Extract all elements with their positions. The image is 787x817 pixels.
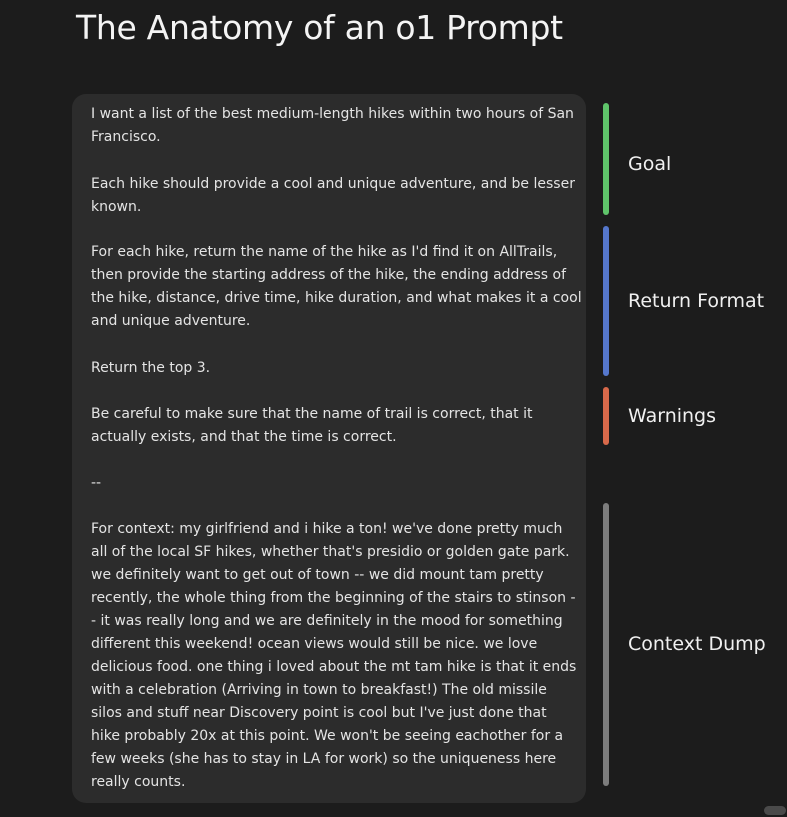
prompt-line: Francisco. <box>91 129 161 145</box>
warnings-paragraph <box>91 403 576 449</box>
prompt-line: really counts. <box>91 774 186 790</box>
context-dump-bar <box>603 503 609 786</box>
warnings-bar <box>603 387 609 445</box>
prompt-line: Each hike should provide a cool and unique adventure, and be lesser <box>91 176 575 192</box>
prompt-line: delicious food. one thing i loved about the mt tam hike is that it ends <box>91 659 577 675</box>
goal-label: Goal <box>628 153 672 175</box>
prompt-line: For each hike, return the name of the hike as I'd find it on AllTrails, <box>91 244 558 260</box>
prompt-line: For context: my girlfriend and i hike a ton! we've done pretty much <box>91 521 563 537</box>
separator-text <box>91 472 576 495</box>
prompt-line: Be careful to make sure that the name of trail is correct, that it <box>91 406 533 422</box>
prompt-line: recently, the whole thing from the beginning of the stairs to stinson - <box>91 590 576 606</box>
prompt-line: actually exists, and that the time is correct. <box>91 429 397 445</box>
prompt-line: I want a list of the best medium-length hikes within two hours of San <box>91 106 574 122</box>
prompt-line: with a celebration (Arriving in town to breakfast!) The old missile <box>91 682 547 698</box>
format-paragraph <box>91 241 582 333</box>
prompt-line: known. <box>91 199 142 215</box>
prompt-line: hike probably 20x at this point. We won't be seeing eachother for a <box>91 728 564 744</box>
corner-badge <box>764 806 786 815</box>
prompt-line: - it was really long and we are definitely in the mood for something <box>91 613 563 629</box>
return-format-label: Return Format <box>628 290 765 312</box>
prompt-line: we definitely want to get out of town -- we did mount tam pretty <box>91 567 544 583</box>
return-format-bar <box>603 226 609 376</box>
prompt-line: silos and stuff near Discovery point is cool but I've just done that <box>91 705 547 721</box>
prompt-line: few weeks (she has to stay in LA for work) so the uniqueness here <box>91 751 557 767</box>
adventure-paragraph <box>91 173 576 219</box>
goal-bar <box>603 103 609 215</box>
warnings-label: Warnings <box>628 405 717 427</box>
prompt-line: all of the local SF hikes, whether that's presidio or golden gate park. <box>91 544 570 560</box>
prompt-line: and unique adventure. <box>91 313 251 329</box>
prompt-line: then provide the starting address of the hike, the ending address of <box>91 267 567 283</box>
prompt-line: Return the top 3. <box>91 360 211 376</box>
top-count-paragraph <box>91 357 576 380</box>
context-dump-label: Context Dump <box>628 633 766 655</box>
goal-paragraph <box>91 103 576 149</box>
prompt-line: different this weekend! ocean views would still be nice. we love <box>91 636 538 652</box>
context-paragraph <box>91 518 576 794</box>
prompt-line: the hike, distance, drive time, hike duration, and what makes it a cool <box>91 290 582 306</box>
prompt-line: -- <box>91 475 102 491</box>
page-title: The Anatomy of an o1 Prompt <box>76 8 563 47</box>
